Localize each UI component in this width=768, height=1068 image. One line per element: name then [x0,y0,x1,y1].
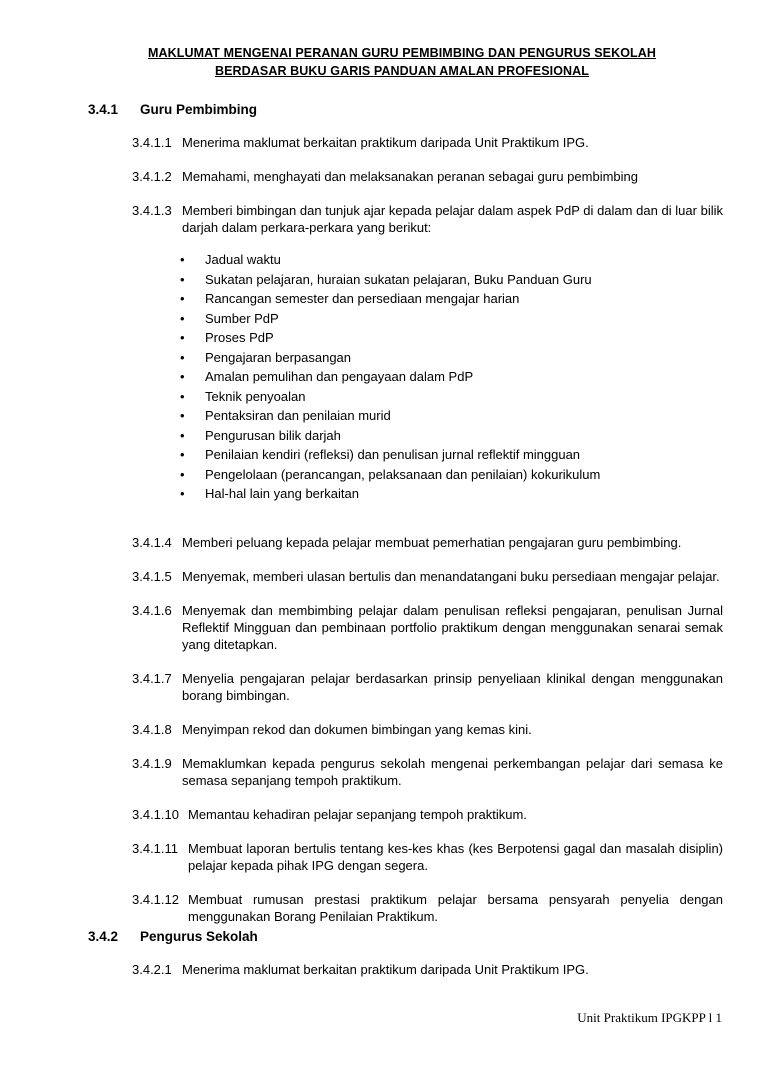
clause-text-3411: Menerima maklumat berkaitan praktikum daripada Unit Praktikum IPG. [182,135,589,150]
clause-text-34110: Memantau kehadiran pelajar sepanjang tempoh praktikum. [188,806,527,822]
list-item [180,309,768,329]
clause-34110 [132,806,723,823]
clause-3414 [132,534,723,551]
clause-text-3419: Memaklumkan kepada pengurus sekolah mengenai perkembangan pelajar dari semasa ke semasa sepanjang tempoh praktikum. [182,755,723,788]
list-item-label: Pengajaran berpasangan [205,349,352,365]
list-item-label: Jadual waktu [205,252,281,267]
clause-number-3417: 3.4.1.7 [132,670,172,686]
list-item-label: Teknik penyoalan [205,388,306,404]
bullet-icon: • [180,388,185,404]
clause-number-3421: 3.4.2.1 [132,961,172,977]
clause-number-3416: 3.4.1.6 [132,602,172,618]
clause-number-3419: 3.4.1.9 [132,755,172,771]
bullet-icon: • [180,466,185,482]
clause-3416 [132,602,723,653]
list-item [180,387,768,407]
clause-text-3416: Menyemak dan membimbing pelajar dalam penulisan refleksi pengajaran, penulisan Jurnal Reflektif Mingguan dan pembinaan portfolio praktikum dengan menggunakan senarai semak yang ditetapkan. [182,602,723,652]
bullet-list-3413 [0,250,768,504]
clause-3415 [132,568,723,585]
clause-3417 [132,670,723,704]
clause-3421 [132,961,723,978]
clause-number-34111: 3.4.1.11 [132,840,179,856]
clause-34112 [132,891,723,925]
list-item [180,445,768,465]
list-item-label: Penilaian kendiri (refleksi) dan penulisan jurnal reflektif mingguan [205,447,581,462]
section-heading-342 [88,929,768,944]
list-item [180,426,768,446]
bullet-icon: • [180,369,185,384]
clause-text-3412: Memahami, menghayati dan melaksanakan peranan sebagai guru pembimbing [182,169,638,184]
clause-number-3418: 3.4.1.8 [132,721,172,737]
list-item [180,367,768,387]
bullet-icon: • [180,310,185,326]
bullet-icon: • [180,447,185,462]
bullet-icon: • [180,427,185,443]
bullet-icon: • [180,271,185,287]
list-item-label: Sumber PdP [205,310,279,326]
clause-text-3421: Menerima maklumat berkaitan praktikum daripada Unit Praktikum IPG. [182,961,589,977]
list-item-label: Pengurusan bilik darjah [205,427,341,443]
clause-3413 [132,202,723,236]
list-item [180,406,768,426]
section-heading-341 [88,102,768,117]
clause-number-3411: 3.4.1.1 [132,135,172,150]
list-item-label: Pengelolaan (perancangan, pelaksanaan dan penilaian) kokurikulum [205,466,601,482]
clause-3419 [132,755,723,789]
list-item-label: Rancangan semester dan persediaan mengajar harian [205,291,520,306]
clause-number-34110: 3.4.1.10 [132,806,179,822]
clause-text-3413: Memberi bimbingan dan tunjuk ajar kepada pelajar dalam aspek PdP di dalam dan di luar bilik darjah dalam perkara-perkara yang berikut: [182,203,723,235]
section-number-342: 3.4.2 [88,928,119,944]
clause-number-3415: 3.4.1.5 [132,568,172,584]
list-item [180,289,768,309]
clause-3411 [132,134,723,151]
list-item [180,484,768,504]
bullet-icon: • [180,291,185,306]
title-line-1: MAKLUMAT MENGENAI PERANAN GURU PEMBIMBING DAN PENGURUS SEKOLAH [147,46,657,60]
clause-number-3412: 3.4.1.2 [132,169,172,184]
clause-3412 [132,168,723,185]
title-line-2: BERDASAR BUKU GARIS PANDUAN AMALAN PROFESIONAL [214,64,590,78]
clause-text-3415: Menyemak, memberi ulasan bertulis dan menandatangani buku persediaan mengajar pelajar. [182,568,720,584]
clause-text-34111: Membuat laporan bertulis tentang kes-kes khas (kes Berpotensi gagal dan masalah disiplin) pelajar kepada pihak IPG dengan segera. [188,840,723,873]
clause-number-3413: 3.4.1.3 [132,203,172,218]
clause-text-3414: Memberi peluang kepada pelajar membuat pemerhatian pengajaran guru pembimbing. [182,534,682,550]
clause-text-3417: Menyelia pengajaran pelajar berdasarkan prinsip penyeliaan klinikal dengan menggunakan borang bimbingan. [182,670,723,703]
section-title-341: Guru Pembimbing [140,102,258,117]
document-title [96,44,708,80]
bullet-icon: • [180,330,185,345]
bullet-icon: • [180,486,185,501]
clause-3418 [132,721,723,738]
bullet-icon: • [180,252,185,267]
page-footer: Unit Praktikum IPGKPP l 1 [577,1010,722,1025]
list-item [180,348,768,368]
list-item-label: Proses PdP [205,330,274,345]
bullet-icon: • [180,349,185,365]
bullet-icon: • [180,408,185,423]
spacer [0,504,768,517]
list-item-label: Hal-hal lain yang berkaitan [205,486,359,501]
list-item [180,465,768,485]
clause-text-3418: Menyimpan rekod dan dokumen bimbingan yang kemas kini. [182,721,532,737]
list-item-label: Pentaksiran dan penilaian murid [205,408,391,423]
clause-number-34112: 3.4.1.12 [132,891,179,907]
clause-34111 [132,840,723,874]
list-item [180,328,768,348]
clause-number-3414: 3.4.1.4 [132,534,172,550]
section-title-342: Pengurus Sekolah [140,928,258,944]
document-page [0,44,768,1068]
list-item [180,270,768,290]
clause-text-34112: Membuat rumusan prestasi praktikum pelajar bersama pensyarah penyelia dengan menggunakan Borang Penilaian Praktikum. [188,891,723,924]
list-item-label: Sukatan pelajaran, huraian sukatan pelajaran, Buku Panduan Guru [205,271,592,287]
list-item-label: Amalan pemulihan dan pengayaan dalam PdP [205,369,474,384]
list-item [180,250,768,270]
section-number-341: 3.4.1 [88,102,119,117]
